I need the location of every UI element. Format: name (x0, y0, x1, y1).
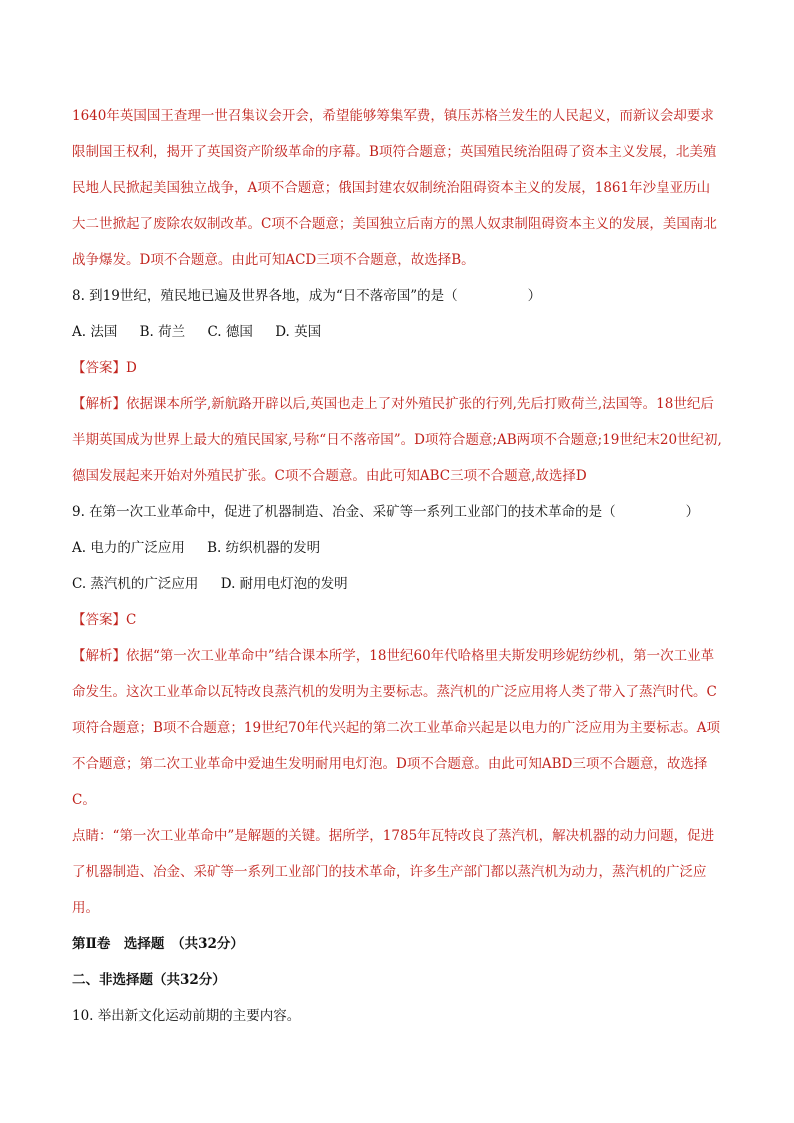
q9-answer (72, 602, 722, 638)
q9-option-a: A. 电力的广泛应用 (72, 540, 185, 556)
q8-stem-text: 8. 到19世纪，殖民地已遍及世界各地，成为“日不落帝国”的是（ (72, 288, 458, 304)
q8-option-d: D. 英国 (275, 324, 322, 340)
q9-answer-value: C (126, 612, 137, 628)
document-page (72, 98, 722, 1034)
q8-option-c: C. 德国 (207, 324, 253, 340)
q9-analysis-text: 依据“第一次工业革命中”结合课本所学，18世纪60年代哈格里夫斯发明珍妮纺纱机，第一次工业革命发生。这次工业革命以瓦特改良蒸汽机的发明为主要标志。蒸汽机的广泛应用将人类了带入了蒸汽时代。C项符合题意；B项不合题意；19世纪70年代兴起的第二次工业革命兴起是以电力的广泛应用为主要标志。A项不合题意；第二次工业革命中爱迪生发明耐用电灯泡。D项不合题意。由此可知ABD三项不合题意，故选择C。 (72, 648, 721, 808)
q9-option-d: D. 耐用电灯泡的发明 (220, 576, 348, 592)
q10-stem: 10. 举出新文化运动前期的主要内容。 (72, 1008, 301, 1024)
q9-options-row2 (72, 566, 722, 602)
q9-stem-text: 9. 在第一次工业革命中，促进了机器制造、冶金、采矿等一系列工业部门的技术革命的是（ (72, 504, 616, 520)
section2-subtitle: 二、非选择题（共32分） (72, 972, 226, 988)
q7-analysis-continuation: 1640年英国国王查理一世召集议会开会，希望能够筹集军费，镇压苏格兰发生的人民起义，而新议会却要求限制国王权利，揭开了英国资产阶级革命的序幕。B项符合题意；英国殖民统治阻碍了资本主义发展，北美殖民地人民掀起美国独立战争，A项不合题意；俄国封建农奴制统治阻碍资本主义的发展，1861年沙皇亚历山大二世掀起了废除农奴制改革。C项不合题意；美国独立后南方的黑人奴隶制阻碍资本主义的发展，美国南北战争爆发。D项不合题意。由此可知ACD三项不合题意，故选择B。 (72, 108, 717, 268)
section2-title: 第Ⅱ卷 选择题 （共32分） (72, 936, 244, 952)
q8-answer-value: D (126, 360, 137, 376)
q9-tip: 点睛：“第一次工业革命中”是解题的关键。据所学，1785年瓦特改良了蒸汽机，解决机器的动力问题，促进了机器制造、冶金、采矿等一系列工业部门的技术革命，许多生产部门都以蒸汽机为动力，蒸汽机的广泛应用。 (72, 828, 715, 916)
q8-answer (72, 350, 722, 386)
q9-stem (72, 494, 722, 530)
q8-option-a: A. 法国 (72, 324, 118, 340)
q8-analysis-text: 依据课本所学,新航路开辟以后,英国也走上了对外殖民扩张的行列,先后打败荷兰,法国等。18世纪后半期英国成为世界上最大的殖民国家,号称“日不落帝国”。D项符合题意;AB两项不合题意;19世纪末20世纪初,德国发展起来开始对外殖民扩张。C项不合题意。由此可知ABC三项不合题意,故选择D (72, 396, 722, 484)
q9-stem-end: ） (685, 504, 700, 520)
q9-options-row1 (72, 530, 722, 566)
q9-option-b: B. 纺织机器的发明 (207, 540, 321, 556)
q8-analysis (72, 386, 722, 494)
q8-stem-end: ） (527, 288, 542, 304)
q8-answer-tag: 【答案】 (72, 360, 126, 376)
q8-analysis-tag: 【解析】 (72, 396, 126, 412)
q9-analysis-tag: 【解析】 (72, 648, 126, 664)
q9-answer-tag: 【答案】 (72, 612, 126, 628)
q8-option-b: B. 荷兰 (139, 324, 186, 340)
q9-option-c: C. 蒸汽机的广泛应用 (72, 576, 199, 592)
q8-stem (72, 278, 722, 314)
q9-analysis (72, 638, 722, 818)
q8-options (72, 314, 722, 350)
